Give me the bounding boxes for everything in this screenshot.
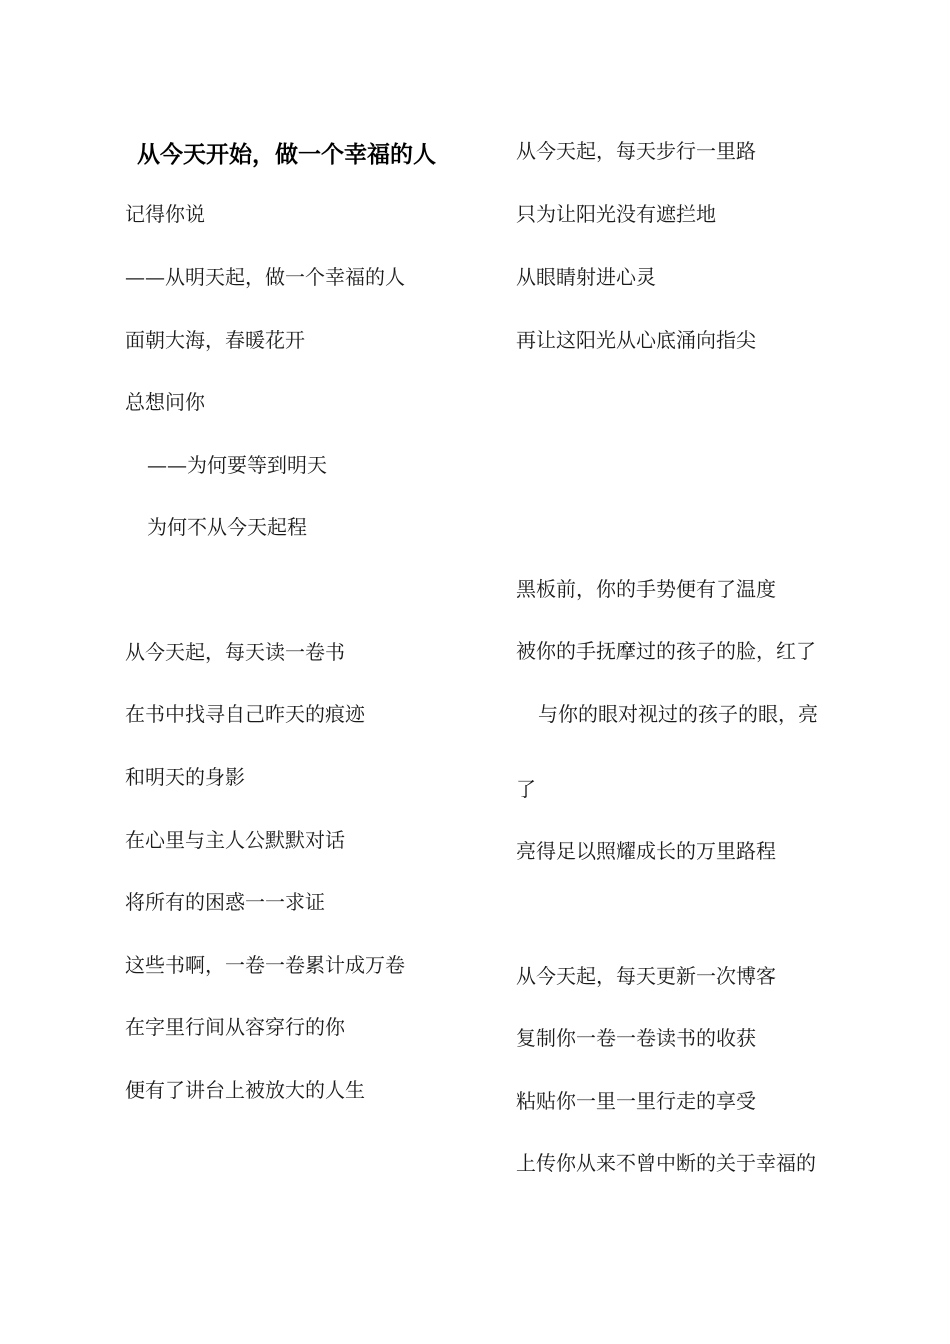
poem-line: 这些书啊，一卷一卷累计成万卷 xyxy=(125,953,405,977)
poem-line: 在心里与主人公默默对话 xyxy=(125,828,345,852)
poem-line: 复制你一卷一卷读书的收获 xyxy=(516,1026,756,1050)
poem-line: 从今天起，每天步行一里路 xyxy=(516,139,756,163)
poem-line: 在书中找寻自己昨天的痕迹 xyxy=(125,702,365,726)
poem-line: 记得你说 xyxy=(125,202,205,226)
right-column xyxy=(516,0,916,1344)
poem-line: 从今天起，每天读一卷书 xyxy=(125,640,345,664)
poem-line: 总想问你 xyxy=(125,390,205,414)
poem-line: 上传你从来不曾中断的关于幸福的 xyxy=(516,1151,816,1175)
poem-line: 为何不从今天起程 xyxy=(147,515,307,539)
left-column xyxy=(125,0,505,1344)
poem-line: 从今天起，每天更新一次博客 xyxy=(516,964,776,988)
poem-line: 亮得足以照耀成长的万里路程 xyxy=(516,839,776,863)
poem-line: 从眼睛射进心灵 xyxy=(516,265,656,289)
poem-line: 了 xyxy=(516,777,536,801)
poem-line: 粘贴你一里一里行走的享受 xyxy=(516,1089,756,1113)
poem-line: 便有了讲台上被放大的人生 xyxy=(125,1078,365,1102)
poem-line: 黑板前，你的手势便有了温度 xyxy=(516,577,776,601)
poem-line: 与你的眼对视过的孩子的眼，亮 xyxy=(538,702,818,726)
poem-line: 被你的手抚摩过的孩子的脸，红了 xyxy=(516,639,816,663)
poem-line: 面朝大海，春暖花开 xyxy=(125,328,305,352)
poem-line: ——从明天起，做一个幸福的人 xyxy=(125,265,405,289)
poem-line: 将所有的困惑一一求证 xyxy=(125,890,325,914)
poem-line: 只为让阳光没有遮拦地 xyxy=(516,202,716,226)
poem-line: 再让这阳光从心底涌向指尖 xyxy=(516,328,756,352)
poem-line: 和明天的身影 xyxy=(125,765,245,789)
poem-title: 从今天开始，做一个幸福的人 xyxy=(137,141,436,168)
poem-line: 在字里行间从容穿行的你 xyxy=(125,1015,345,1039)
poem-line: ——为何要等到明天 xyxy=(147,453,327,477)
